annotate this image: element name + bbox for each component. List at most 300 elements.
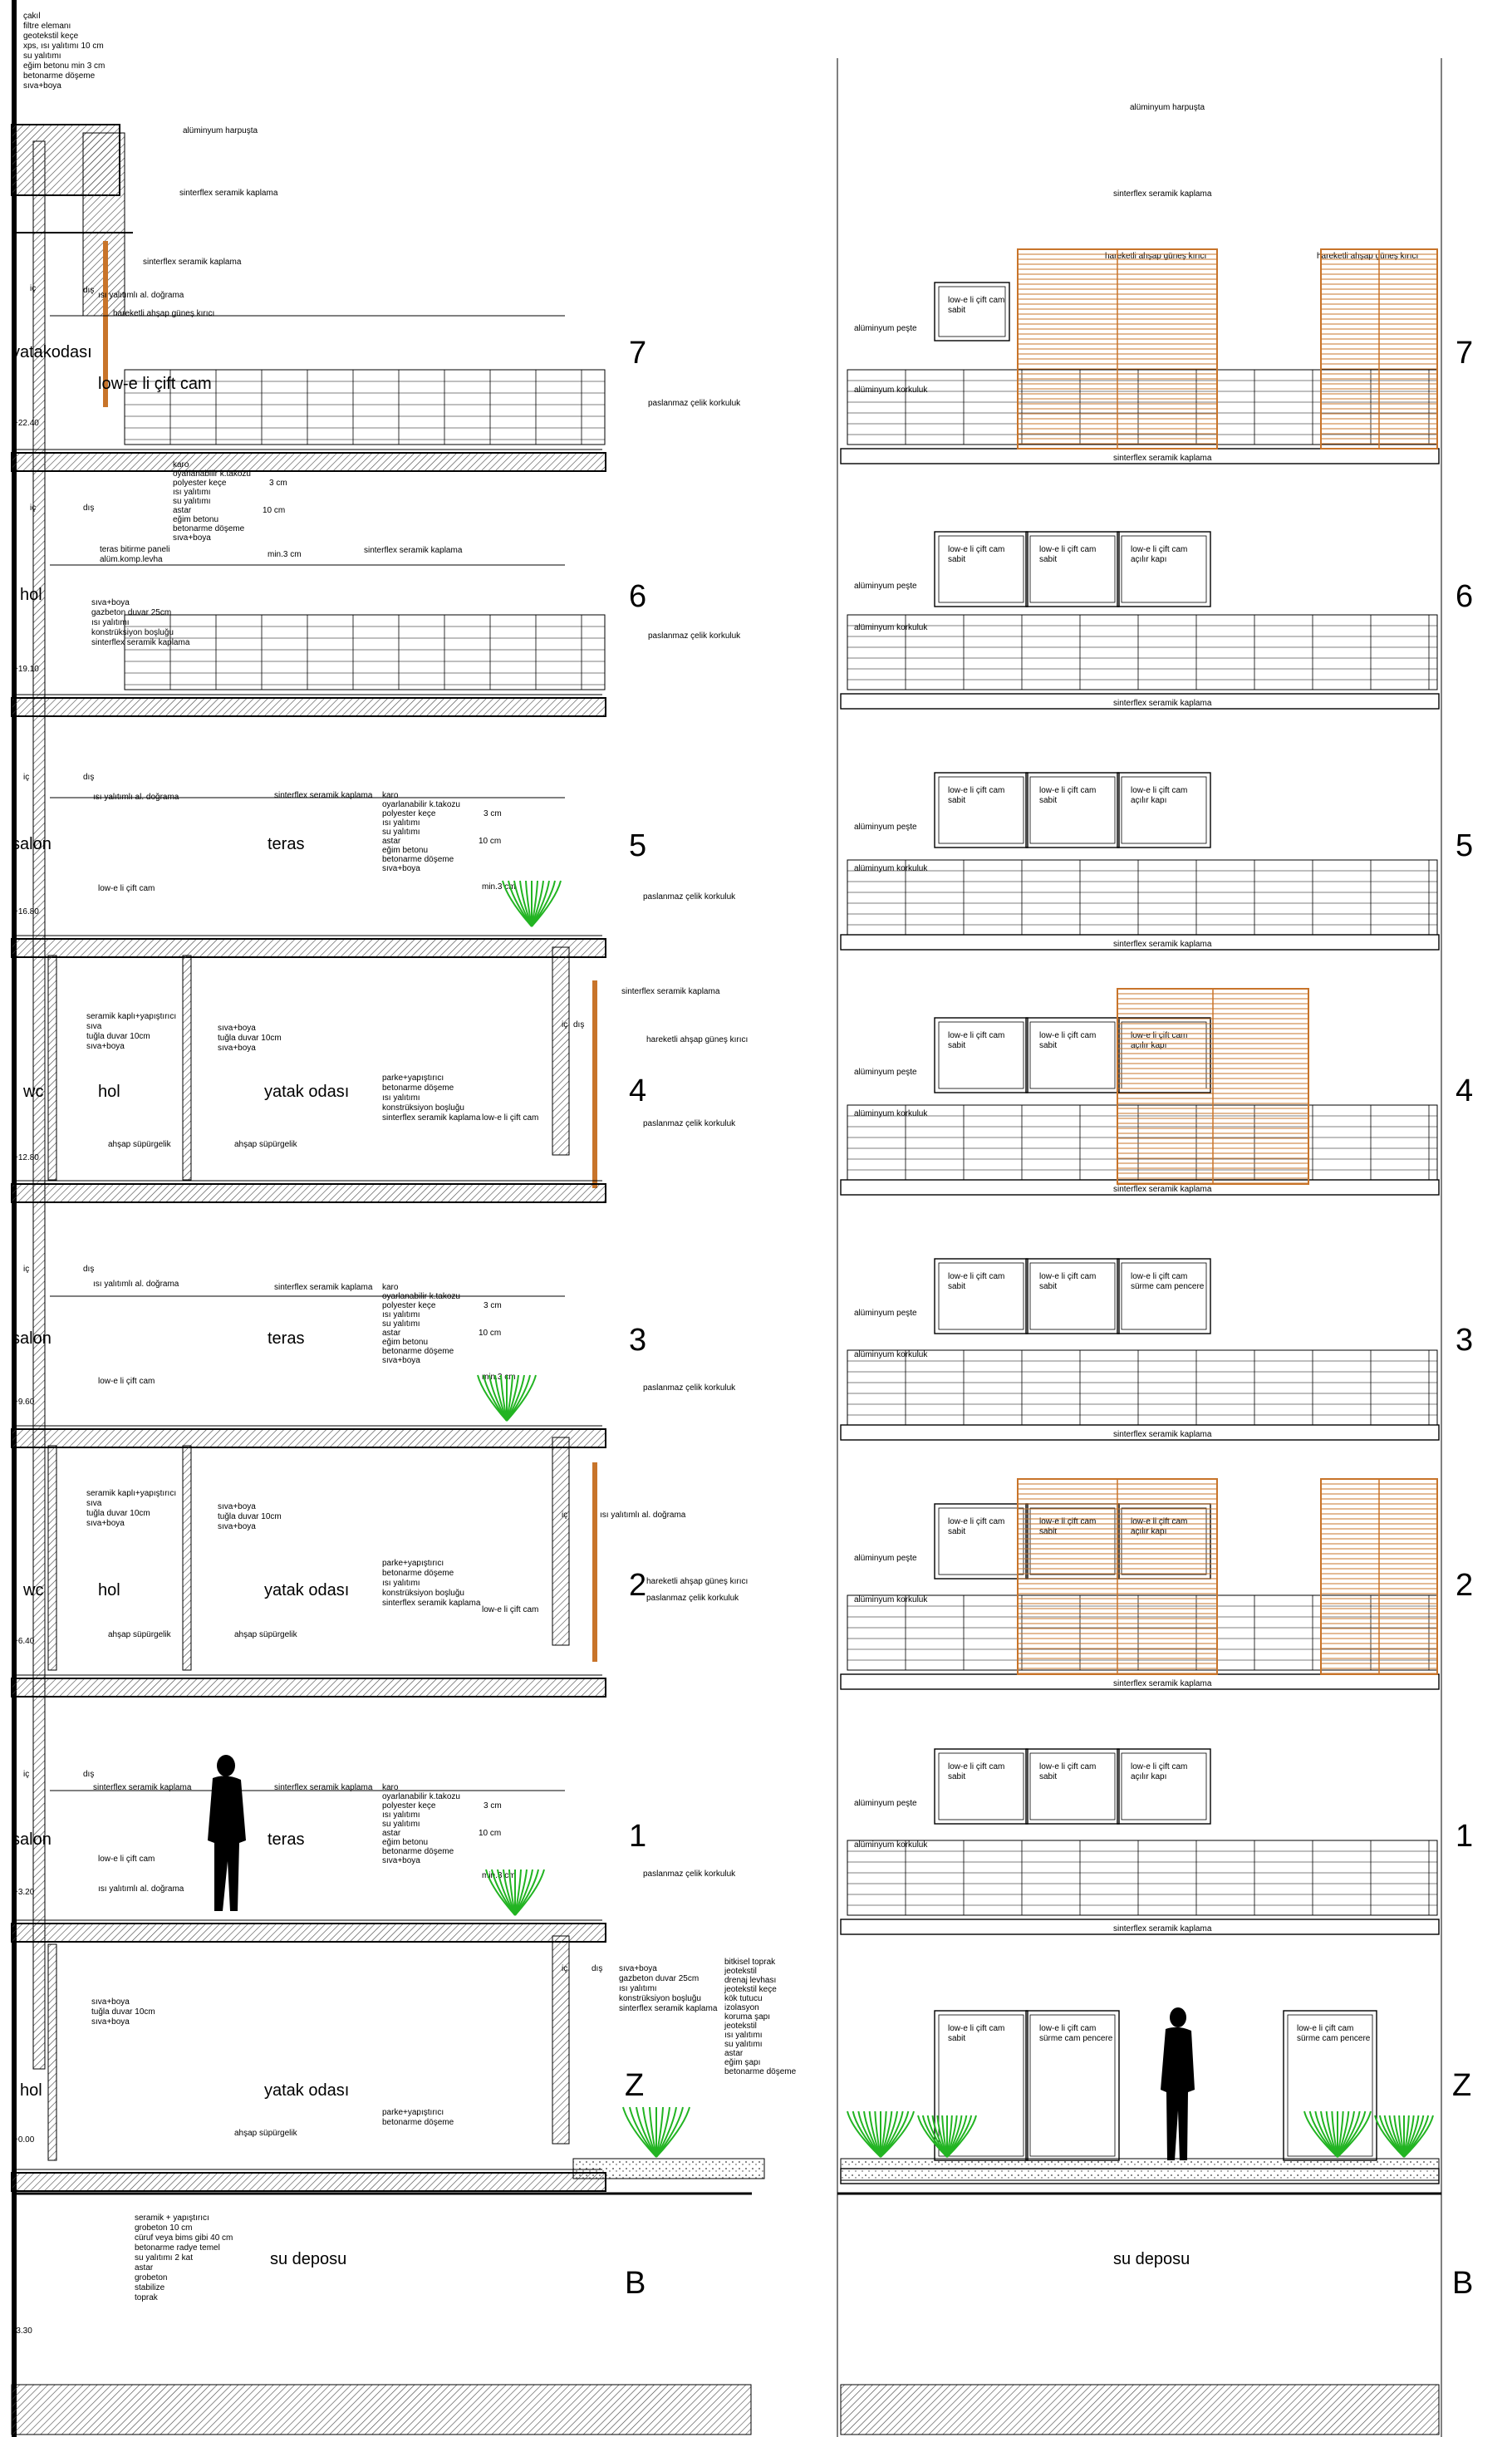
elev-window-frame bbox=[1026, 773, 1119, 848]
svg-text:izolasyon: izolasyon bbox=[724, 2003, 759, 2012]
svg-text:ısı yalıtımı: ısı yalıtımı bbox=[382, 1811, 420, 1820]
elev-window-frame bbox=[1026, 1504, 1119, 1579]
elev-window-frame bbox=[1117, 773, 1210, 848]
elev-window-label: low-e li çift cam bbox=[1039, 786, 1097, 795]
svg-text:oyarlanabilir k.takozu: oyarlanabilir k.takozu bbox=[382, 800, 460, 809]
label-ic-2: iç bbox=[562, 1511, 568, 1520]
elev-floor-number-z: Z bbox=[1452, 2068, 1472, 2103]
label-10cm-1: 10 cm bbox=[479, 1829, 502, 1838]
elev-railing-frame bbox=[847, 615, 1437, 690]
elev-window-label: low-e li çift cam bbox=[948, 1272, 1005, 1281]
svg-text:sinterflex seramik kaplama: sinterflex seramik kaplama bbox=[382, 1599, 481, 1608]
svg-text:astar: astar bbox=[382, 1829, 401, 1838]
parapet-layer-list-6 bbox=[91, 598, 190, 647]
elev-window-label: low-e li çift cam bbox=[1039, 2024, 1097, 2033]
svg-text:ısı yalıtımı: ısı yalıtımı bbox=[382, 818, 420, 828]
elev-window-label: low-e li çift cam bbox=[1039, 1031, 1097, 1040]
svg-text:astar: astar bbox=[135, 2263, 154, 2272]
svg-text:ısı yalıtımı: ısı yalıtımı bbox=[619, 1984, 657, 1993]
label-gunes-kirici-2: hareketli ahşap güneş kırıcı bbox=[646, 1577, 749, 1586]
svg-text:su yalıtımı: su yalıtımı bbox=[173, 497, 211, 506]
elev-window-label: low-e li çift cam bbox=[1131, 1031, 1188, 1040]
elev-window-frame bbox=[935, 1259, 1028, 1334]
elev-window-label: low-e li çift cam bbox=[948, 545, 1005, 554]
svg-text:ısı yalıtımı: ısı yalıtımı bbox=[382, 1310, 420, 1319]
svg-text:karo: karo bbox=[382, 1283, 399, 1292]
elev-floor-number-1: 1 bbox=[1456, 1819, 1474, 1854]
svg-text:sıva+boya: sıva+boya bbox=[218, 1522, 256, 1531]
label-dis-4: dış bbox=[573, 1020, 585, 1029]
terrace-layer-list-3 bbox=[382, 1283, 460, 1365]
svg-text:su yalıtımı: su yalıtımı bbox=[23, 52, 61, 61]
svg-text:su yalıtımı: su yalıtımı bbox=[382, 1319, 420, 1329]
elev-floor-number-b: B bbox=[1452, 2266, 1474, 2301]
elev-label-sinterflex: sinterflex seramik kaplama bbox=[1113, 1430, 1212, 1439]
svg-text:sıva+boya: sıva+boya bbox=[86, 1042, 125, 1051]
elev-railing-frame bbox=[847, 1840, 1437, 1915]
label-dis-7: dış bbox=[83, 286, 95, 295]
floor-slab bbox=[12, 698, 606, 716]
room-label-salon-1: salon bbox=[12, 1830, 52, 1849]
svg-text:sinterflex seramik kaplama: sinterflex seramik kaplama bbox=[619, 2004, 718, 2013]
elev-window-label: low-e li çift cam bbox=[1131, 1762, 1188, 1771]
svg-text:betonarme döşeme: betonarme döşeme bbox=[23, 71, 96, 81]
svg-text:oyarlanabilir k.takozu: oyarlanabilir k.takozu bbox=[173, 469, 251, 479]
partition-wall bbox=[48, 956, 56, 1180]
svg-text:konstrüksiyon boşluğu: konstrüksiyon boşluğu bbox=[382, 1589, 464, 1598]
svg-text:sıva+boya: sıva+boya bbox=[86, 1519, 125, 1528]
roof-layer-list bbox=[23, 12, 105, 91]
floor-slab bbox=[12, 1429, 606, 1447]
label-dis-z: dış bbox=[592, 1964, 603, 1973]
partition-wall bbox=[48, 1446, 56, 1670]
label-ic-7: iç bbox=[30, 284, 37, 293]
elev-label-sinterflex-top: sinterflex seramik kaplama bbox=[1113, 189, 1212, 199]
svg-text:sıva+boya: sıva+boya bbox=[23, 81, 61, 91]
foundation-layer-list bbox=[135, 2213, 233, 2302]
elev-window-label: low-e li çift cam bbox=[948, 1762, 1005, 1771]
terrace-layer-list-7 bbox=[173, 460, 251, 543]
svg-text:tuğla duvar 10cm: tuğla duvar 10cm bbox=[86, 1509, 150, 1518]
svg-text:sıva+boya: sıva+boya bbox=[173, 533, 211, 543]
svg-text:parke+yapıştırıcı: parke+yapıştırıcı bbox=[382, 1559, 444, 1568]
svg-text:polyester keçe: polyester keçe bbox=[382, 1301, 436, 1310]
room-label-yatak-z: yatak odası bbox=[264, 2081, 350, 2100]
svg-text:eğim betonu: eğim betonu bbox=[382, 1338, 429, 1347]
svg-text:sıva+boya: sıva+boya bbox=[382, 1356, 420, 1365]
elev-window-frame bbox=[1117, 1504, 1210, 1579]
label-korkuluk-3: paslanmaz çelik korkuluk bbox=[643, 1383, 736, 1393]
svg-text:su yalıtımı: su yalıtımı bbox=[382, 1820, 420, 1829]
railing-frame bbox=[125, 615, 605, 690]
elev-label-gunes-kirici-7b: hareketli ahşap güneş kırıcı bbox=[1317, 252, 1419, 261]
elev-label-aluminyum-korkuluk: alüminyum korkuluk bbox=[854, 1350, 928, 1359]
label-min3-5: min.3 cm bbox=[482, 882, 516, 892]
svg-text:astar: astar bbox=[173, 506, 192, 515]
partition-wall bbox=[183, 956, 191, 1180]
elev-window-sub: sabit bbox=[948, 2034, 966, 2043]
parapet-layer-list-z bbox=[619, 1964, 718, 2013]
terrace-layer-list-5 bbox=[382, 791, 460, 873]
person-silhouette-section bbox=[208, 1755, 246, 1911]
svg-text:sıva+boya: sıva+boya bbox=[382, 864, 420, 873]
svg-text:ısı yalıtımı: ısı yalıtımı bbox=[173, 488, 211, 497]
svg-text:tuğla duvar 10cm: tuğla duvar 10cm bbox=[91, 2007, 155, 2017]
floor-slab bbox=[12, 1184, 606, 1202]
svg-text:ısı yalıtımı: ısı yalıtımı bbox=[91, 618, 130, 627]
label-10cm-7: 10 cm bbox=[263, 506, 286, 515]
room-label-salon-5: salon bbox=[12, 835, 52, 853]
elev-label-aluminyum-pesle: alüminyum peşte bbox=[854, 582, 917, 591]
svg-text:seramik kaplı+yapıştırıcı: seramik kaplı+yapıştırıcı bbox=[86, 1012, 177, 1021]
elev-window-label: low-e li çift cam bbox=[1131, 1517, 1188, 1526]
svg-text:polyester keçe: polyester keçe bbox=[382, 809, 436, 818]
elev-label-sinterflex: sinterflex seramik kaplama bbox=[1113, 699, 1212, 708]
elev-window-sub: açılır kapı bbox=[1131, 796, 1167, 805]
svg-text:karo: karo bbox=[173, 460, 189, 469]
svg-text:eğim betonu min 3 cm: eğim betonu min 3 cm bbox=[23, 61, 106, 71]
label-teras-panel-1: teras bitirme paneli bbox=[100, 545, 170, 554]
dry-wall-layers-2 bbox=[218, 1502, 282, 1531]
elev-window-frame bbox=[935, 532, 1028, 607]
elev-window-frame bbox=[1117, 532, 1210, 607]
level-3: +9.60 bbox=[13, 1398, 35, 1407]
room-label-yatak-4: yatak odası bbox=[264, 1083, 350, 1101]
room-label-wc-4: wc bbox=[23, 1083, 44, 1101]
svg-text:konstrüksiyon boşluğu: konstrüksiyon boşluğu bbox=[619, 1994, 701, 2003]
elev-window-sub: sabit bbox=[1039, 1041, 1058, 1050]
label-teras-panel-2: alüm.komp.levha bbox=[100, 555, 163, 564]
label-korkuluk-4: paslanmaz çelik korkuluk bbox=[643, 1119, 736, 1128]
label-min3-3: min.3 cm bbox=[482, 1373, 516, 1382]
svg-text:parke+yapıştırıcı: parke+yapıştırıcı bbox=[382, 2108, 444, 2117]
elev-window-label: low-e li çift cam bbox=[1297, 2024, 1354, 2033]
label-ic-3: iç bbox=[23, 1265, 30, 1274]
elev-window-sub: sürme cam pencere bbox=[1039, 2034, 1113, 2043]
elev-label-sinterflex: sinterflex seramik kaplama bbox=[1113, 1185, 1212, 1194]
label-sinterflex-5: sinterflex seramik kaplama bbox=[274, 791, 373, 800]
svg-text:polyester keçe: polyester keçe bbox=[382, 1801, 436, 1811]
facade-column bbox=[552, 947, 569, 1155]
svg-text:tuğla duvar 10cm: tuğla duvar 10cm bbox=[218, 1512, 282, 1521]
svg-text:koruma şapı: koruma şapı bbox=[724, 2012, 771, 2022]
label-korkuluk-7: paslanmaz çelik korkuluk bbox=[648, 399, 741, 408]
level-4: +12.80 bbox=[13, 1153, 39, 1162]
label-lowe-cam-1: low-e li çift cam bbox=[98, 1855, 155, 1864]
label-dis-5: dış bbox=[83, 773, 95, 782]
svg-text:sıva+boya: sıva+boya bbox=[91, 598, 130, 607]
elev-window-frame bbox=[935, 283, 1009, 341]
label-ic-4: iç bbox=[562, 1020, 568, 1029]
svg-text:sıva+boya: sıva+boya bbox=[218, 1044, 256, 1053]
label-min3-7: min.3 cm bbox=[268, 550, 302, 559]
label-ic-z: iç bbox=[562, 1964, 568, 1973]
svg-text:jeotekstil keçe: jeotekstil keçe bbox=[724, 1985, 777, 1994]
elev-label-aluminyum-pesle: alüminyum peşte bbox=[854, 324, 917, 333]
label-10cm-3: 10 cm bbox=[479, 1329, 502, 1338]
svg-text:konstrüksiyon boşluğu: konstrüksiyon boşluğu bbox=[91, 628, 174, 637]
label-supurgelik-z: ahşap süpürgelik bbox=[234, 2129, 297, 2138]
svg-text:ısı yalıtımı: ısı yalıtımı bbox=[382, 1093, 420, 1103]
floor-number-3: 3 bbox=[629, 1323, 647, 1358]
label-isi-dograma-1: ısı yalıtımlı al. doğrama bbox=[98, 1884, 184, 1894]
label-dis-3: dış bbox=[83, 1265, 95, 1274]
label-gunes-kirici-7: hareketli ahşap güneş kırıcı bbox=[113, 309, 215, 318]
level-6: +19.10 bbox=[13, 665, 39, 674]
elev-label-aluminyum-korkuluk: alüminyum korkuluk bbox=[854, 386, 928, 395]
elev-window-sub: sabit bbox=[1039, 555, 1058, 564]
elev-window-label: low-e li çift cam bbox=[1039, 545, 1097, 554]
svg-text:betonarme döşeme: betonarme döşeme bbox=[382, 1083, 454, 1093]
room-label-hol-4: hol bbox=[98, 1083, 120, 1101]
elev-window-sub: sabit bbox=[948, 555, 966, 564]
svg-text:sıva+boya: sıva+boya bbox=[382, 1856, 420, 1865]
svg-text:bitkisel toprak: bitkisel toprak bbox=[724, 1958, 776, 1967]
room-label-yatakodasi: yatakodası bbox=[12, 343, 92, 361]
svg-text:gazbeton duvar 25cm: gazbeton duvar 25cm bbox=[619, 1974, 700, 1983]
floor-number-5: 5 bbox=[629, 828, 647, 863]
elev-window-frame bbox=[935, 1018, 1028, 1093]
svg-text:kök tutucu: kök tutucu bbox=[724, 1994, 763, 2003]
elev-window-sub: sabit bbox=[1039, 1527, 1058, 1536]
label-ic-5: iç bbox=[23, 773, 30, 782]
svg-text:sıva+boya: sıva+boya bbox=[619, 1964, 657, 1973]
elev-window-label: low-e li çift cam bbox=[1039, 1272, 1097, 1281]
elev-window-label: low-e li çift cam bbox=[948, 1517, 1005, 1526]
elev-window-frame bbox=[1117, 1749, 1210, 1824]
terrace-layer-list-1 bbox=[382, 1783, 460, 1865]
room-label-hol-z: hol bbox=[20, 2081, 42, 2100]
svg-text:eğim betonu: eğim betonu bbox=[173, 515, 219, 524]
svg-text:betonarme döşeme: betonarme döşeme bbox=[382, 1569, 454, 1578]
svg-text:astar: astar bbox=[724, 2049, 744, 2058]
level-z: +0.00 bbox=[13, 2135, 35, 2145]
svg-text:tuğla duvar 10cm: tuğla duvar 10cm bbox=[218, 1034, 282, 1043]
elev-label-aluminyum-korkuluk: alüminyum korkuluk bbox=[854, 623, 928, 632]
partition-wall bbox=[48, 1944, 56, 2160]
dry-wall-layers-4 bbox=[218, 1024, 282, 1053]
room-label-salon-3: salon bbox=[12, 1329, 52, 1348]
svg-text:xps, ısı yalıtımı 10 cm: xps, ısı yalıtımı 10 cm bbox=[23, 42, 104, 51]
level-2: +6.40 bbox=[13, 1637, 35, 1646]
room-label-wc-2: wc bbox=[23, 1581, 44, 1599]
svg-text:gazbeton duvar 25cm: gazbeton duvar 25cm bbox=[91, 608, 172, 617]
label-korkuluk-1: paslanmaz çelik korkuluk bbox=[643, 1870, 736, 1879]
svg-text:betonarme döşeme: betonarme döşeme bbox=[173, 524, 245, 533]
elevation-floor-bands bbox=[841, 249, 1439, 2184]
elev-window-frame bbox=[1117, 1259, 1210, 1334]
elev-window-label: low-e li çift cam bbox=[1131, 786, 1188, 795]
person-silhouette-elevation bbox=[1161, 2007, 1195, 2160]
label-3cm-1: 3 cm bbox=[484, 1801, 502, 1811]
elev-window-frame bbox=[1026, 2011, 1119, 2160]
elev-window-sub: açılır kapı bbox=[1131, 555, 1167, 564]
elev-window-frame bbox=[935, 1749, 1028, 1824]
label-3cm-5: 3 cm bbox=[484, 809, 502, 818]
label-korkuluk-6: paslanmaz çelik korkuluk bbox=[648, 631, 741, 641]
elev-label-sinterflex: sinterflex seramik kaplama bbox=[1113, 1679, 1212, 1688]
elev-window-sub: sabit bbox=[948, 1282, 966, 1291]
elev-label-aluminyum-pesle: alüminyum peşte bbox=[854, 1068, 917, 1077]
svg-text:seramik kaplı+yapıştırıcı: seramik kaplı+yapıştırıcı bbox=[86, 1489, 177, 1498]
svg-text:betonarme döşeme: betonarme döşeme bbox=[382, 1347, 454, 1356]
elev-label-aluminyum-pesle: alüminyum peşte bbox=[854, 1799, 917, 1808]
elev-window-sub: açılır kapı bbox=[1131, 1041, 1167, 1050]
label-3cm-7: 3 cm bbox=[269, 479, 287, 488]
label-isi-dograma-5: ısı yalıtımlı al. doğrama bbox=[93, 793, 179, 802]
room-label-hol-6: hol bbox=[20, 586, 42, 604]
floor-slab bbox=[12, 1678, 606, 1697]
svg-text:sıva+boya: sıva+boya bbox=[91, 2017, 130, 2027]
label-ic-1: iç bbox=[23, 1770, 30, 1779]
label-ic-6: iç bbox=[30, 504, 37, 513]
svg-text:stabilize: stabilize bbox=[135, 2283, 165, 2292]
elev-window-sub: sabit bbox=[948, 306, 966, 315]
elev-floor-number-6: 6 bbox=[1456, 579, 1474, 614]
elev-window-sub: sabit bbox=[1039, 796, 1058, 805]
elev-window-label: low-e li çift cam bbox=[1131, 1272, 1188, 1281]
partition-wall bbox=[183, 1446, 191, 1670]
ground bbox=[12, 2159, 1441, 2435]
label-sinterflex-6: sinterflex seramik kaplama bbox=[364, 546, 463, 555]
elev-label-aluminyum-korkuluk: alüminyum korkuluk bbox=[854, 1840, 928, 1850]
label-3cm-3: 3 cm bbox=[484, 1301, 502, 1310]
elev-floor-number-2: 2 bbox=[1456, 1568, 1474, 1603]
elev-label-aluminyum-pesle: alüminyum peşte bbox=[854, 1309, 917, 1318]
floor-number-4: 4 bbox=[629, 1074, 647, 1108]
elev-window-label: low-e li çift cam bbox=[948, 1031, 1005, 1040]
label-dis-1: dış bbox=[83, 1770, 95, 1779]
elev-floor-number-5: 5 bbox=[1456, 828, 1474, 863]
label-lowe-cam-4: low-e li çift cam bbox=[482, 1113, 539, 1123]
svg-text:karo: karo bbox=[382, 1783, 399, 1792]
svg-text:betonarme döşeme: betonarme döşeme bbox=[382, 1847, 454, 1856]
elev-floor-number-7: 7 bbox=[1456, 336, 1474, 371]
room-label-su-deposu: su deposu bbox=[270, 2250, 347, 2268]
svg-text:sıva+boya: sıva+boya bbox=[218, 1502, 256, 1511]
svg-text:tuğla duvar 10cm: tuğla duvar 10cm bbox=[86, 1032, 150, 1041]
svg-text:astar: astar bbox=[382, 837, 401, 846]
label-supurgelik-2b: ahşap süpürgelik bbox=[234, 1630, 297, 1639]
svg-text:sinterflex seramik kaplama: sinterflex seramik kaplama bbox=[91, 638, 190, 647]
floor-number-b: B bbox=[625, 2266, 646, 2301]
svg-text:seramik + yapıştırıcı: seramik + yapıştırıcı bbox=[135, 2213, 209, 2223]
svg-text:grobeton: grobeton bbox=[135, 2273, 168, 2282]
elev-window-frame bbox=[935, 2011, 1028, 2160]
label-sinterflex-3: sinterflex seramik kaplama bbox=[274, 1283, 373, 1292]
svg-text:konstrüksiyon boşluğu: konstrüksiyon boşluğu bbox=[382, 1103, 464, 1113]
elev-window-sub: sürme cam pencere bbox=[1297, 2034, 1371, 2043]
elev-window-label: low-e li çift cam bbox=[948, 2024, 1005, 2033]
svg-text:su yalıtımı: su yalıtımı bbox=[382, 828, 420, 837]
level-7: +22.40 bbox=[13, 419, 39, 428]
svg-text:filtre elemanı: filtre elemanı bbox=[23, 22, 71, 31]
elev-window-label: low-e li çift cam bbox=[948, 296, 1005, 305]
svg-text:oyarlanabilir k.takozu: oyarlanabilir k.takozu bbox=[382, 1292, 460, 1301]
elev-window-sub: açılır kapı bbox=[1131, 1772, 1167, 1781]
building-elevation bbox=[837, 58, 1473, 2437]
elev-window-sub: sabit bbox=[948, 1041, 966, 1050]
svg-text:eğim betonu: eğim betonu bbox=[382, 1838, 429, 1847]
label-supurgelik-4a: ahşap süpürgelik bbox=[108, 1140, 171, 1149]
elev-window-frame bbox=[935, 773, 1028, 848]
svg-text:betonarme radye temel: betonarme radye temel bbox=[135, 2243, 220, 2253]
label-sinterflex-roof: sinterflex seramik kaplama bbox=[179, 189, 278, 198]
elev-window-label: low-e li çift cam bbox=[1039, 1517, 1097, 1526]
svg-text:çakıl: çakıl bbox=[23, 12, 41, 21]
elev-window-sub: sabit bbox=[948, 796, 966, 805]
svg-text:jeotekstil: jeotekstil bbox=[724, 2022, 757, 2031]
svg-text:cüruf veya bims gibi 40 cm: cüruf veya bims gibi 40 cm bbox=[135, 2233, 233, 2243]
label-sinterflex-roof-2: sinterflex seramik kaplama bbox=[143, 258, 242, 267]
wet-wall-layers-4 bbox=[86, 1012, 176, 1051]
room-label-teras-3: teras bbox=[268, 1329, 305, 1348]
elev-window-sub: sabit bbox=[948, 1527, 966, 1536]
svg-text:sıva: sıva bbox=[86, 1022, 102, 1031]
svg-text:su yalıtımı: su yalıtımı bbox=[724, 2040, 763, 2049]
garden-layer-list bbox=[724, 1958, 797, 2076]
svg-text:polyester keçe: polyester keçe bbox=[173, 479, 227, 488]
elev-label-aluminyum-korkuluk: alüminyum korkuluk bbox=[854, 1595, 928, 1604]
elev-window-sub: açılır kapı bbox=[1131, 1527, 1167, 1536]
elev-label-aluminyum-korkuluk: alüminyum korkuluk bbox=[854, 864, 928, 873]
building-section bbox=[12, 0, 797, 2437]
elev-label-sinterflex: sinterflex seramik kaplama bbox=[1113, 940, 1212, 949]
label-lowe-cam-7: low-e li çift cam bbox=[98, 375, 212, 393]
svg-text:drenaj levhası: drenaj levhası bbox=[724, 1976, 777, 1985]
svg-text:sıva: sıva bbox=[86, 1499, 102, 1508]
label-korkuluk-2: paslanmaz çelik korkuluk bbox=[646, 1594, 739, 1603]
elev-label-sinterflex: sinterflex seramik kaplama bbox=[1113, 1924, 1212, 1933]
elev-label-aluminyum-korkuluk: alüminyum korkuluk bbox=[854, 1109, 928, 1118]
svg-text:karo: karo bbox=[382, 791, 399, 800]
facade-column bbox=[552, 1437, 569, 1645]
floor-layer-list-2 bbox=[382, 1559, 481, 1608]
svg-text:sinterflex seramik kaplama: sinterflex seramik kaplama bbox=[382, 1113, 481, 1123]
elev-label-aluminyum-harpusta: alüminyum harpuşta bbox=[1130, 103, 1205, 112]
label-isi-dograma-7: ısı yalıtımlı al. doğrama bbox=[98, 291, 184, 300]
svg-text:jeotekstil: jeotekstil bbox=[724, 1967, 757, 1976]
label-supurgelik-4b: ahşap süpürgelik bbox=[234, 1140, 297, 1149]
svg-text:eğim şapı: eğim şapı bbox=[724, 2058, 761, 2067]
floor-layer-list-4 bbox=[382, 1074, 481, 1123]
floor-number-1: 1 bbox=[629, 1819, 647, 1854]
elev-window-frame bbox=[1026, 532, 1119, 607]
label-sinterflex-1b: sinterflex seramik kaplama bbox=[274, 1783, 373, 1792]
elev-railing-frame bbox=[847, 860, 1437, 935]
room-label-teras-1: teras bbox=[268, 1830, 305, 1849]
label-lowe-cam-5: low-e li çift cam bbox=[98, 884, 155, 893]
dry-wall-layers-z bbox=[91, 1997, 155, 2027]
svg-text:astar: astar bbox=[382, 1329, 401, 1338]
wet-wall-layers-2 bbox=[86, 1489, 176, 1528]
svg-text:ısı yalıtımı: ısı yalıtımı bbox=[382, 1579, 420, 1588]
label-dis-6: dış bbox=[83, 504, 95, 513]
elev-label-sinterflex: sinterflex seramik kaplama bbox=[1113, 454, 1212, 463]
floor-number-2: 2 bbox=[629, 1568, 647, 1603]
label-isi-dograma-2: ısı yalıtımlı al. doğrama bbox=[600, 1511, 686, 1520]
floor-slab bbox=[12, 939, 606, 957]
floor-slab bbox=[12, 453, 606, 471]
elev-window-label: low-e li çift cam bbox=[1131, 545, 1188, 554]
svg-text:grobeton 10 cm: grobeton 10 cm bbox=[135, 2223, 193, 2233]
level-b: -3.30 bbox=[13, 2326, 32, 2336]
label-lowe-cam-2: low-e li çift cam bbox=[482, 1605, 539, 1614]
elev-label-aluminyum-pesle: alüminyum peşte bbox=[854, 823, 917, 832]
label-sinterflex-4: sinterflex seramik kaplama bbox=[621, 987, 720, 996]
label-korkuluk-5: paslanmaz çelik korkuluk bbox=[643, 892, 736, 902]
elev-window-frame bbox=[1026, 1259, 1119, 1334]
